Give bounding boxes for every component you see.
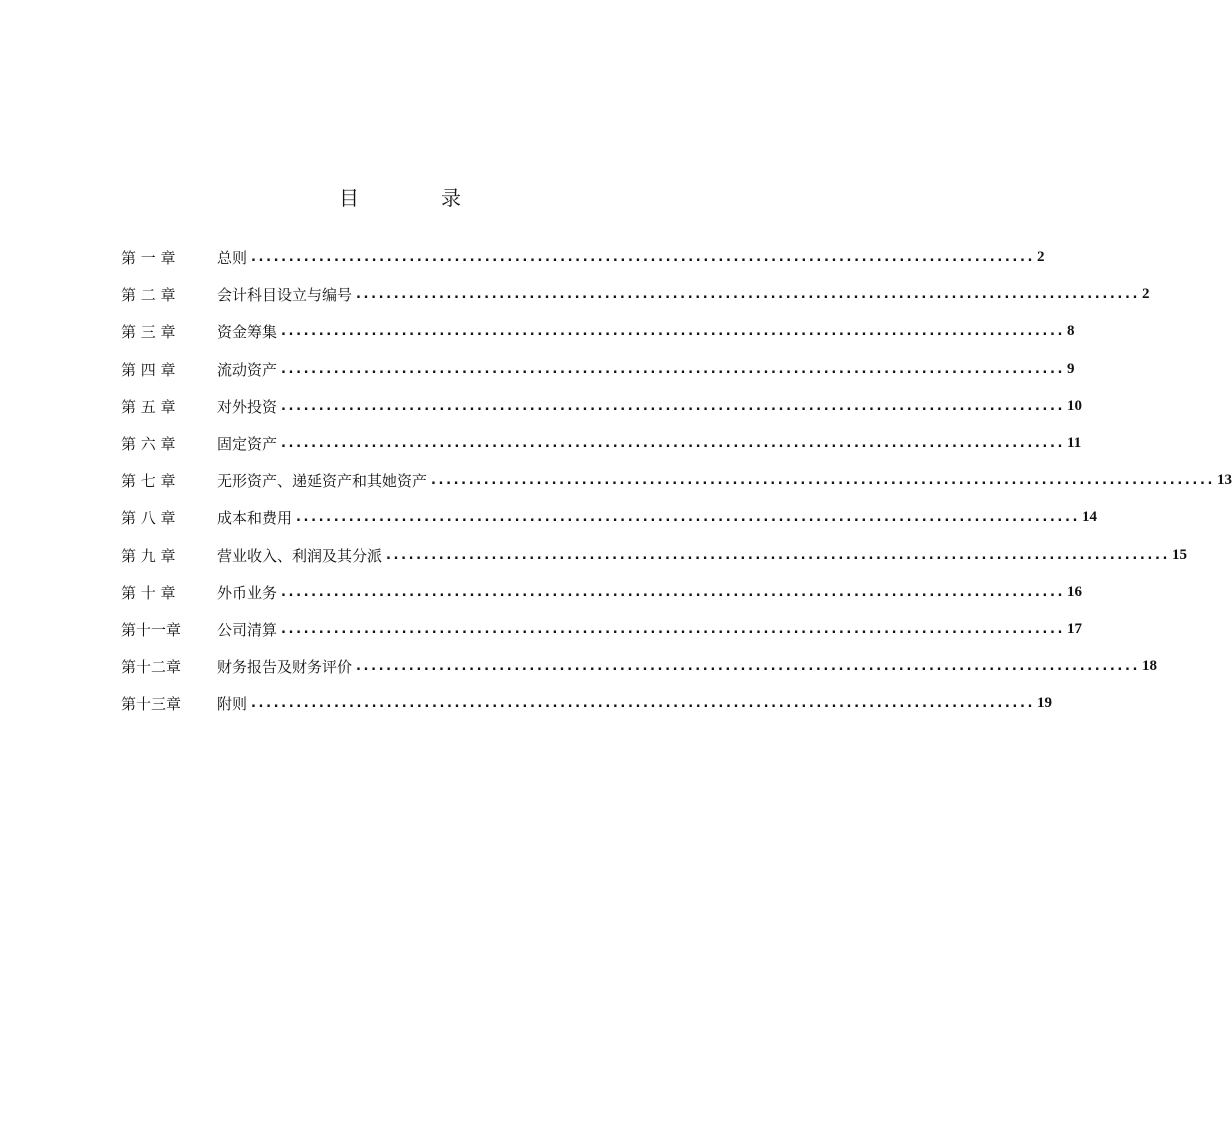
chapter-number: 第十三章: [121, 695, 182, 714]
chapter-title: 无形资产、递延资产和其她资产: [217, 472, 428, 491]
chapter-title: 流动资产: [217, 360, 278, 379]
chapter-title: 营业收入、利润及其分派: [217, 546, 383, 565]
dot-leader: ........................................................................................................: [281, 621, 1066, 637]
chapter-number: 第 八 章: [121, 509, 176, 528]
page-number: 19: [1037, 695, 1053, 712]
toc-row-8[interactable]: [121, 499, 1098, 536]
chapter-number: 第 五 章: [121, 397, 176, 416]
chapter-title: 会计科目设立与编号: [217, 286, 353, 305]
toc-heading-left: 目: [339, 186, 359, 210]
dot-leader: ........................................................................................................: [386, 547, 1171, 563]
toc-row-2[interactable]: [121, 276, 1150, 313]
page-number: 9: [1067, 360, 1075, 377]
page-number: 18: [1142, 658, 1158, 675]
chapter-title: 固定资产: [217, 435, 278, 454]
toc-row-10[interactable]: [121, 574, 1083, 611]
dot-leader: ........................................................................................................: [281, 324, 1066, 340]
page-number: 15: [1172, 546, 1188, 563]
dot-leader: ........................................................................................................: [281, 584, 1066, 600]
chapter-title: 对外投资: [217, 397, 278, 416]
toc-heading-right: 录: [441, 186, 461, 210]
page-number: 10: [1067, 397, 1083, 414]
toc-row-12[interactable]: [121, 648, 1158, 685]
toc-row-4[interactable]: [121, 351, 1075, 388]
toc-row-3[interactable]: [121, 313, 1075, 350]
page-number: 14: [1082, 509, 1098, 526]
dot-leader: ........................................................................................................: [356, 659, 1141, 675]
chapter-number: 第 七 章: [121, 472, 176, 491]
toc-row-5[interactable]: [121, 388, 1083, 425]
dot-leader: ........................................................................................................: [356, 287, 1141, 303]
chapter-number: 第 四 章: [121, 360, 176, 379]
page-number: 13: [1217, 472, 1232, 489]
chapter-title: 资金筹集: [217, 323, 278, 342]
dot-leader: ........................................................................................................: [251, 250, 1036, 266]
dot-leader: ........................................................................................................: [251, 696, 1036, 712]
chapter-title: 公司清算: [217, 620, 278, 639]
chapter-number: 第 三 章: [121, 323, 176, 342]
chapter-title: 总则: [217, 249, 248, 268]
chapter-number: 第十二章: [121, 658, 182, 677]
page-number: 17: [1067, 620, 1083, 637]
dot-leader: ........................................................................................................: [431, 473, 1216, 489]
page-number: 2: [1142, 286, 1150, 303]
toc-row-6[interactable]: [121, 425, 1082, 462]
table-of-contents: [121, 239, 1232, 722]
toc-row-11[interactable]: [121, 611, 1083, 648]
toc-row-7[interactable]: [121, 462, 1232, 499]
chapter-number: 第 九 章: [121, 546, 176, 565]
toc-heading: [0, 182, 800, 211]
toc-row-1[interactable]: [121, 239, 1045, 276]
chapter-title: 财务报告及财务评价: [217, 658, 353, 677]
chapter-number: 第 六 章: [121, 435, 176, 454]
dot-leader: ........................................................................................................: [281, 398, 1066, 414]
page-number: 11: [1067, 435, 1082, 452]
chapter-title: 附则: [217, 695, 248, 714]
page-number: 8: [1067, 323, 1075, 340]
page-number: 16: [1067, 583, 1083, 600]
chapter-title: 成本和费用: [217, 509, 293, 528]
dot-leader: ........................................................................................................: [281, 361, 1066, 377]
dot-leader: ........................................................................................................: [296, 510, 1081, 526]
toc-row-13[interactable]: [121, 685, 1053, 722]
chapter-number: 第 十 章: [121, 583, 176, 602]
dot-leader: ........................................................................................................: [281, 436, 1066, 452]
toc-row-9[interactable]: [121, 537, 1188, 574]
chapter-number: 第 一 章: [121, 249, 176, 268]
chapter-title: 外币业务: [217, 583, 278, 602]
page-number: 2: [1037, 249, 1045, 266]
chapter-number: 第 二 章: [121, 286, 176, 305]
chapter-number: 第十一章: [121, 620, 182, 639]
